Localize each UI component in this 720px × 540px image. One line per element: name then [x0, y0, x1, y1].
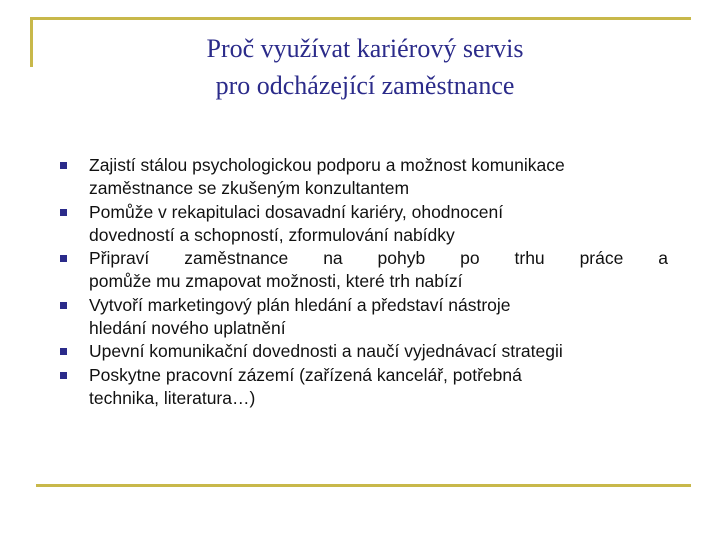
bullet-list — [58, 154, 668, 410]
frame-bottom-line — [36, 484, 691, 487]
bullet-line: Pomůže v rekapitulaci dosavadní kariéry, ohodnocení — [89, 201, 504, 222]
square-bullet-icon — [60, 162, 67, 169]
bullet-line: Upevní komunikační dovednosti a naučí vyjednávací strategii — [89, 341, 563, 362]
bullet-item — [58, 340, 668, 363]
bullet-line-end: a — [658, 248, 668, 269]
bullet-line-justified — [89, 247, 668, 270]
bullet-line: Poskytne pracovní zázemí (zařízená kancelář, potřebná — [89, 364, 522, 385]
bullet-line: pomůže mu zmapovat možnosti, které trh nabízí — [89, 271, 463, 292]
bullet-line: dovedností a schopností, zformulování nabídky — [89, 224, 455, 245]
bullet-item — [58, 247, 668, 294]
square-bullet-icon — [60, 302, 67, 309]
frame-top-line — [30, 17, 691, 20]
square-bullet-icon — [60, 348, 67, 355]
bullet-item — [58, 364, 668, 411]
bullet-item — [58, 154, 668, 201]
square-bullet-icon — [60, 372, 67, 379]
slide-title-line-1: Proč využívat kariérový servis — [206, 34, 524, 63]
slide-title — [60, 30, 670, 104]
bullet-line: Připraví zaměstnance na pohyb po trhu práce — [89, 248, 624, 269]
bullet-line: hledání nového uplatnění — [89, 318, 286, 339]
frame-left-line — [30, 17, 33, 67]
bullet-item — [58, 201, 668, 248]
bullet-line: technika, literatura…) — [89, 387, 256, 408]
bullet-line: zaměstnance se zkušeným konzultantem — [89, 178, 410, 199]
square-bullet-icon — [60, 255, 67, 262]
square-bullet-icon — [60, 209, 67, 216]
bullet-item — [58, 294, 668, 341]
bullet-line: Zajistí stálou psychologickou podporu a možnost komunikace — [89, 155, 565, 175]
slide-title-line-2: pro odcházející zaměstnance — [215, 71, 515, 100]
bullet-line: Vytvoří marketingový plán hledání a představí nástroje — [89, 294, 511, 315]
